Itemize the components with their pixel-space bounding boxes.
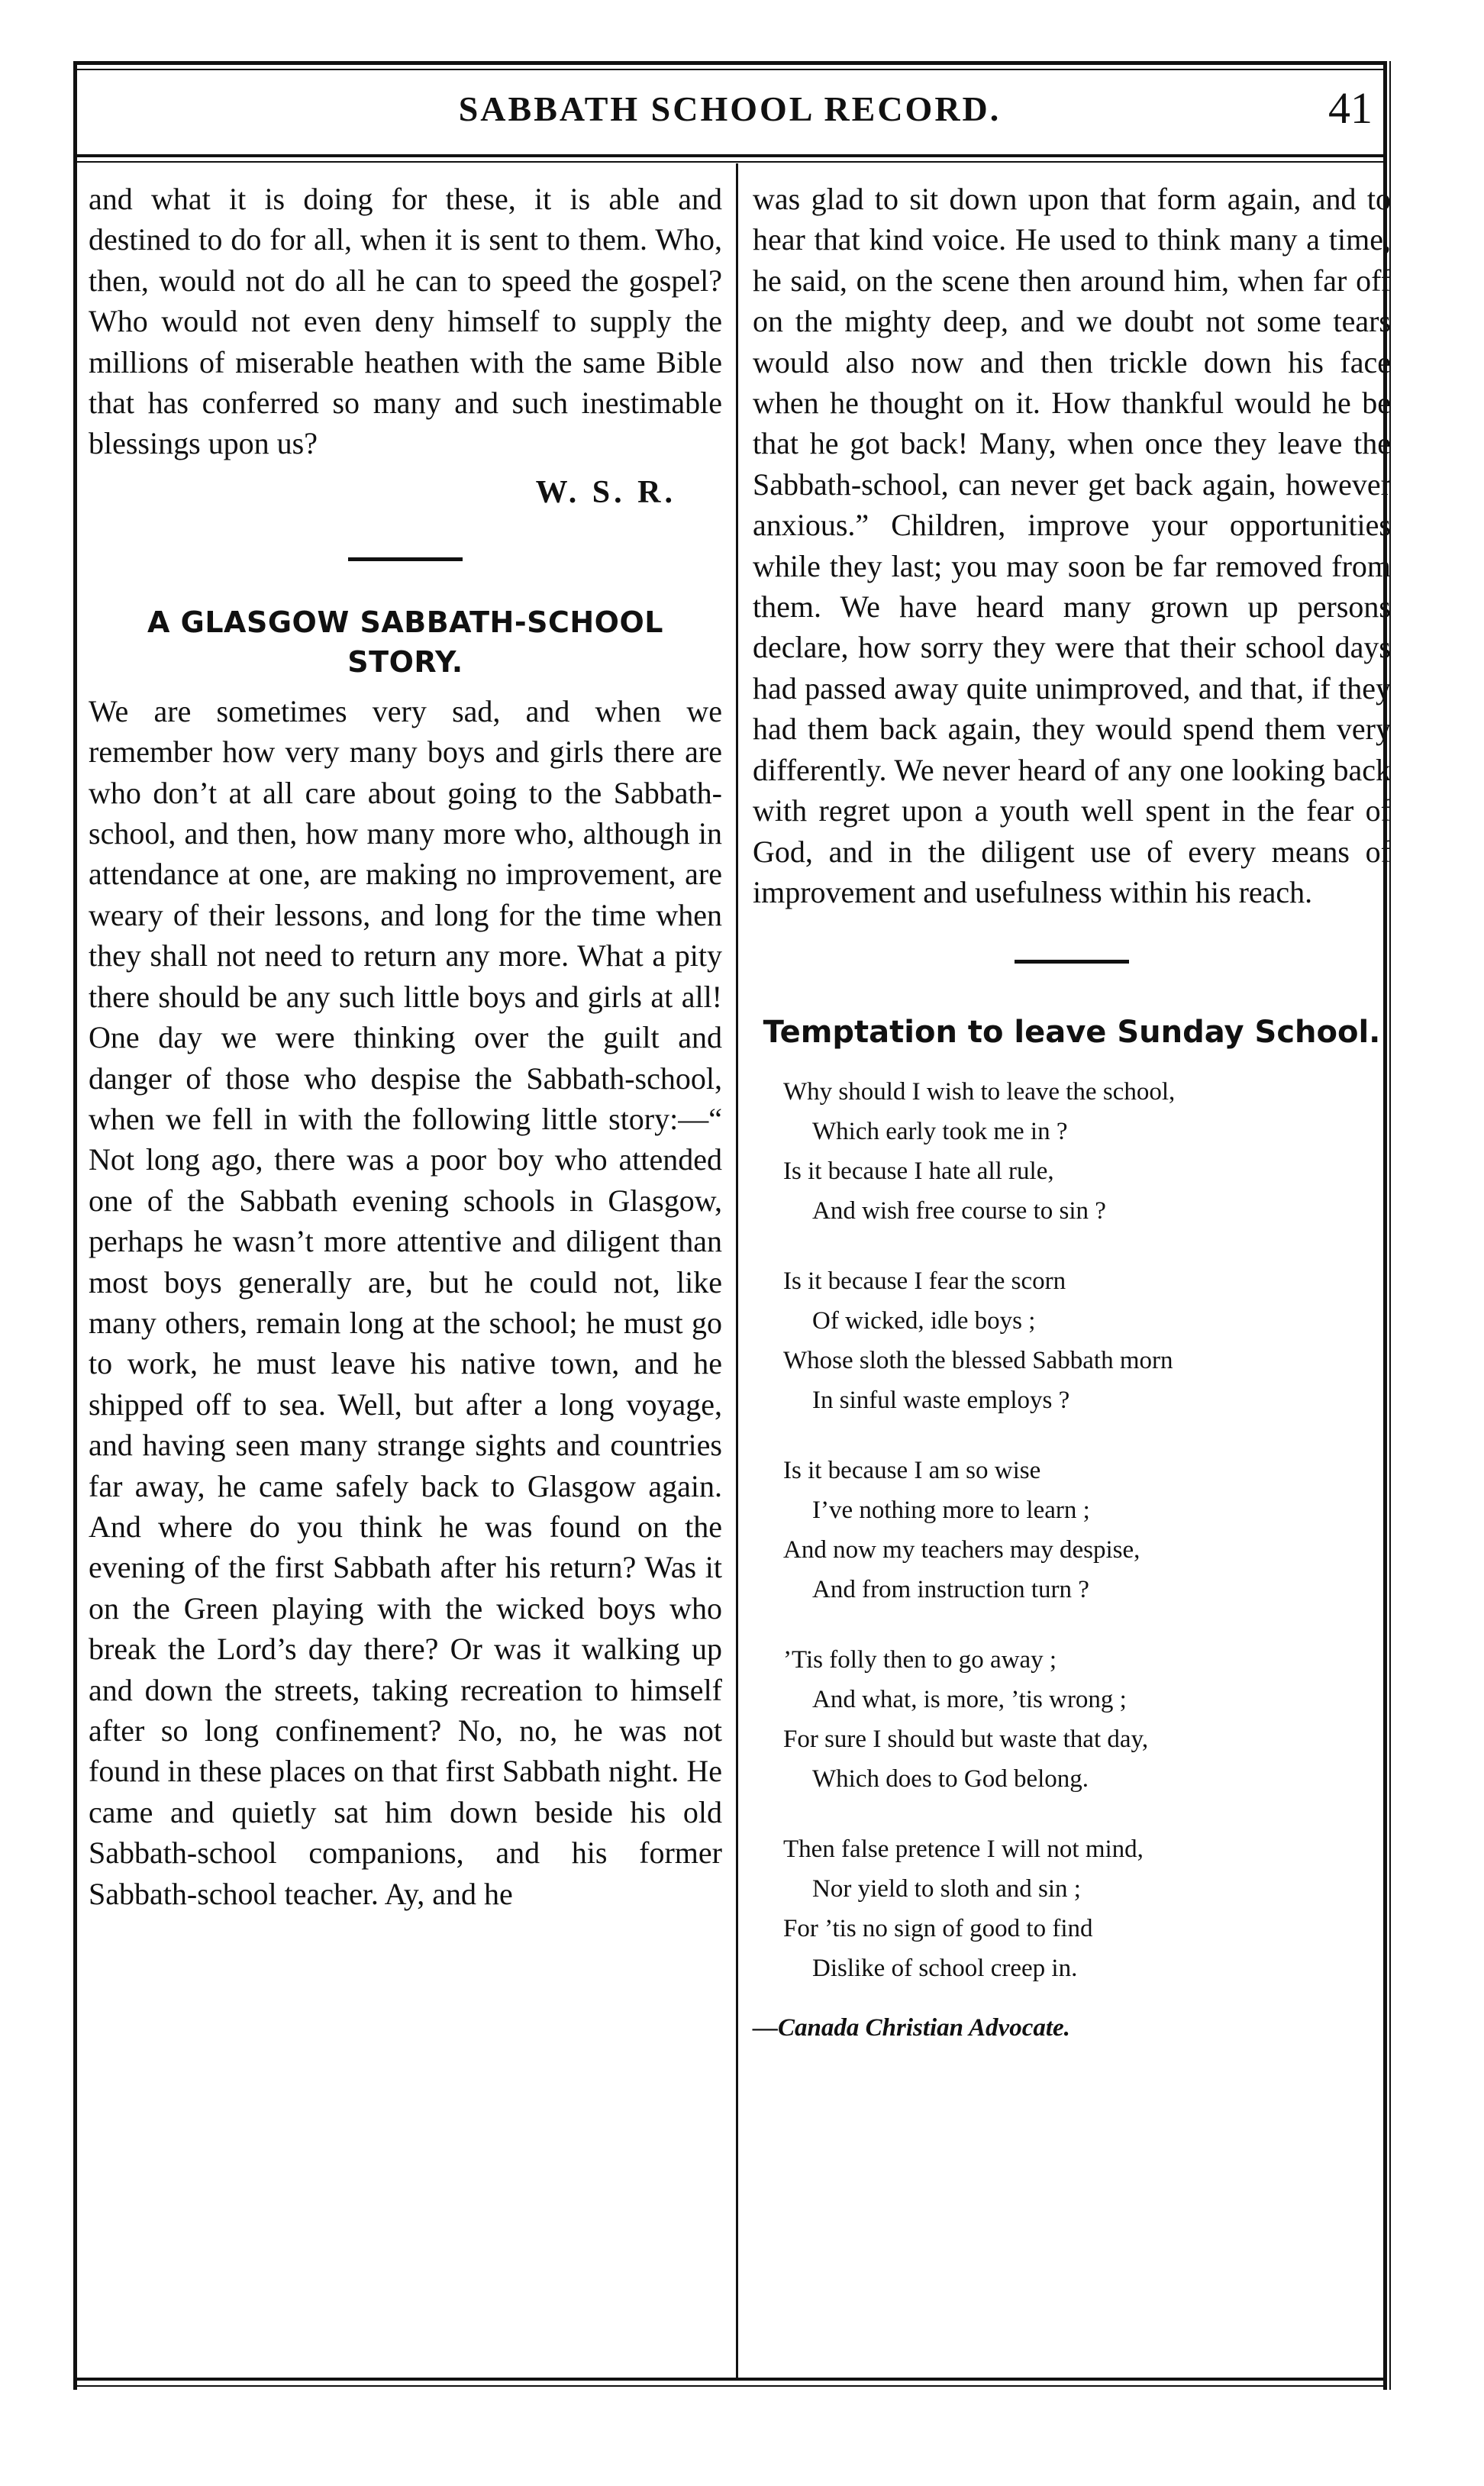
story-text: We are sometimes very sad, and when we remember how very many boys and girls there are who don’t at all care about going to the Sabbath-school, and then, how many more who, although in attendance at one, are making no improvement, are weary of their lessons, and long for the time when they shall not need to return any more. What a pity there should be any such little boys and girls at all! One day we were thinking over the guilt and danger of those who despise the Sabbath-school, when we fell in with the following little story:—“ Not long ago, there was a poor boy who attended one of the Sabbath evening schools in Glasgow, perhaps he wasn’t more attentive and diligent than most boys generally are, but he could not, like many others, remain long at the school; he must go to work, he must leave his native town, and he shipped off to sea. Well, but after a long voyage, and having seen many strange sights and countries far away, he came safely back to Glasgow again. And where do you think he was found on the evening of the first Sabbath after his return? Was it on the Green playing with the wicked boys who break the Lord’s day there? Or was it walking up and down the streets, taking recreation to himself after so long confinement? No, no, he was not found in these places on that first Sabbath night. He came and quietly sat him down beside his old Sabbath-school companions, and his former Sabbath-school teacher. Ay, and he	[89, 693, 722, 1911]
frame-bottom-rule	[76, 2378, 1383, 2381]
poem-credit-block	[753, 2008, 1391, 2048]
poem-line: In sinful waste employs ?	[812, 1387, 1070, 1415]
header-rule-thin	[76, 161, 1383, 163]
poem-stanza	[783, 1829, 1391, 1988]
poem-line: Nor yield to sloth and sin ;	[812, 1875, 1081, 1903]
poem-line: And now my teachers may despise,	[783, 1536, 1140, 1564]
poem-line: ’Tis folly then to go away ;	[783, 1646, 1057, 1674]
poem-stanza	[783, 1072, 1391, 1231]
poem-line: Then false pretence I will not mind,	[783, 1835, 1144, 1864]
poem-line: Which early took me in ?	[812, 1118, 1068, 1146]
poem-stanza	[783, 1640, 1391, 1799]
column-divider	[736, 163, 738, 2378]
frame-top-rule	[76, 61, 1383, 65]
poem-line: Is it because I am so wise	[783, 1457, 1041, 1485]
poem-line: Is it because I fear the scorn	[783, 1267, 1066, 1296]
poem-line: Which does to God belong.	[812, 1765, 1089, 1793]
poem-stanza	[783, 1261, 1391, 1420]
poem-line: Dislike of school creep in.	[812, 1955, 1078, 1983]
poem-line: Whose sloth the blessed Sabbath morn	[783, 1347, 1173, 1375]
poem-line: And what, is more, ’tis wrong ;	[812, 1686, 1127, 1714]
story-title: A GLASGOW SABBATH-SCHOOL STORY.	[147, 605, 663, 679]
author-signature: W. S. R.	[535, 474, 676, 510]
poem-line: Is it because I hate all rule,	[783, 1157, 1054, 1186]
frame-bottom-rule-inner	[76, 2385, 1383, 2387]
poem-line: Of wicked, idle boys ;	[812, 1307, 1036, 1335]
story-continued: was glad to sit down upon that form again, and to hear that kind voice. He used to think many a time, he said, on the scene then around him, when far off on the mighty deep, and we doubt not some tears would also now and then trickle down his face when he thought on it. How thankful would he be that he got back! Many, when once they leave the Sabbath-school, can never get back again, however anxious.” Children, improve your opportunities while they last; you may soon be far removed from them. We have heard many grown up persons declare, how sorry they were that their school days had passed away quite unimproved, and that, if they had them back again, they would spend them very differently. We never heard of any one looking back with regret upon a youth well spent in the fear of God, and in the diligent use of every means of improvement and usefulness within his reach.	[753, 182, 1391, 909]
poem-title: Temptation to leave Sunday School.	[763, 1015, 1381, 1051]
poem-line: For ’tis no sign of good to find	[783, 1915, 1093, 1943]
poem-stanza	[783, 1451, 1391, 1609]
header-rule	[76, 154, 1383, 157]
frame-left-rule	[73, 61, 77, 2390]
page-header	[76, 73, 1383, 165]
poem-line: Why should I wish to leave the school,	[783, 1078, 1176, 1106]
poem-line: And from instruction turn ?	[812, 1576, 1089, 1604]
running-title: SABBATH SCHOOL RECORD.	[458, 89, 1002, 128]
right-column	[753, 179, 1391, 2078]
left-column	[89, 179, 722, 1914]
page-number: 41	[1328, 83, 1373, 133]
section-separator	[1015, 960, 1129, 964]
poem-line: For sure I should but waste that day,	[783, 1726, 1149, 1754]
poem-line: And wish free course to sin ?	[812, 1197, 1106, 1225]
frame-top-rule-inner	[76, 69, 1383, 70]
poem-line: I’ve nothing more to learn ;	[812, 1496, 1090, 1525]
article-continuation: and what it is doing for these, it is able and destined to do for all, when it is sent to them. Who, then, would not do all he can to speed the gospel? Who would not even deny himself to supply the millions of miserable heathen with the same Bible that has conferred so many and such inestimable blessings upon us?	[89, 182, 722, 461]
section-separator	[348, 557, 463, 561]
poem-credit: —Canada Christian Advocate.	[753, 2014, 1070, 2042]
